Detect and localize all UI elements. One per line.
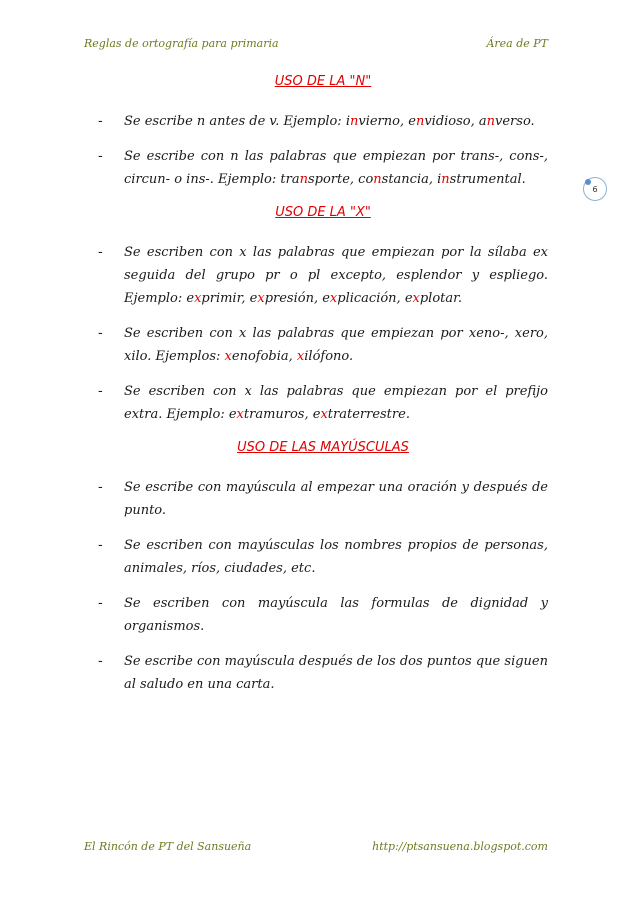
rule-item xyxy=(98,145,548,191)
section-title-x: USO DE LA "X" xyxy=(275,205,371,220)
rule-dash: - xyxy=(98,654,103,669)
rule-text: Se escriben con mayúscula las formulas de dignidad y organismos. xyxy=(124,596,548,634)
section-title-mayusculas: USO DE LAS MAYÚSCULAS xyxy=(237,440,409,455)
header-area-label: Área de PT xyxy=(486,37,548,50)
rule-text: Se escribe con mayúscula al empezar una oración y después de punto. xyxy=(124,480,548,518)
rule-dash: - xyxy=(98,326,103,341)
rule-dash: - xyxy=(98,596,103,611)
rule-dash: - xyxy=(98,538,103,553)
rule-text: Se escribe con n las palabras que empiezan por trans-, cons-, circun- o ins-. Ejemplo: transporte, constancia, instrumental. xyxy=(124,149,548,187)
page-number-badge xyxy=(583,177,607,201)
section-title-n: USO DE LA "N" xyxy=(274,74,372,89)
main-content xyxy=(98,74,548,708)
rule-text: Se escriben con x las palabras que empiezan por el prefijo extra. Ejemplo: extramuros, extraterrestre. xyxy=(124,384,548,422)
page-number: 6 xyxy=(592,184,598,194)
rule-dash: - xyxy=(98,149,103,164)
footer-blog-name: El Rincón de PT del Sansueña xyxy=(84,840,252,853)
rule-item xyxy=(98,322,548,368)
header-document-title: Reglas de ortografía para primaria xyxy=(84,37,279,50)
rule-item xyxy=(98,380,548,426)
rule-text: Se escriben con mayúsculas los nombres propios de personas, animales, ríos, ciudades, etc. xyxy=(124,538,548,576)
rule-dash: - xyxy=(98,384,103,399)
rule-text: Se escribe n antes de v. Ejemplo: invierno, envidioso, anverso. xyxy=(124,114,535,129)
rule-item xyxy=(98,534,548,580)
footer-blog-url: http://ptsansuena.blogspot.com xyxy=(372,840,548,853)
rule-dash: - xyxy=(98,245,103,260)
rule-text: Se escriben con x las palabras que empiezan por la sílaba ex seguida del grupo pr o pl excepto, esplendor y espliego. Ejemplo: exprimir, expresión, explicación, explotar. xyxy=(124,245,548,306)
badge-dot-icon xyxy=(585,179,591,185)
rule-dash: - xyxy=(98,480,103,495)
rule-text: Se escribe con mayúscula después de los dos puntos que siguen al saludo en una carta. xyxy=(124,654,548,692)
rule-item xyxy=(98,650,548,696)
rule-item xyxy=(98,241,548,310)
rule-item xyxy=(98,592,548,638)
rule-item xyxy=(98,110,548,133)
rule-item xyxy=(98,476,548,522)
rule-dash: - xyxy=(98,114,103,129)
rule-text: Se escriben con x las palabras que empiezan por xeno-, xero, xilo. Ejemplos: xenofobia, xilófono. xyxy=(124,326,548,364)
